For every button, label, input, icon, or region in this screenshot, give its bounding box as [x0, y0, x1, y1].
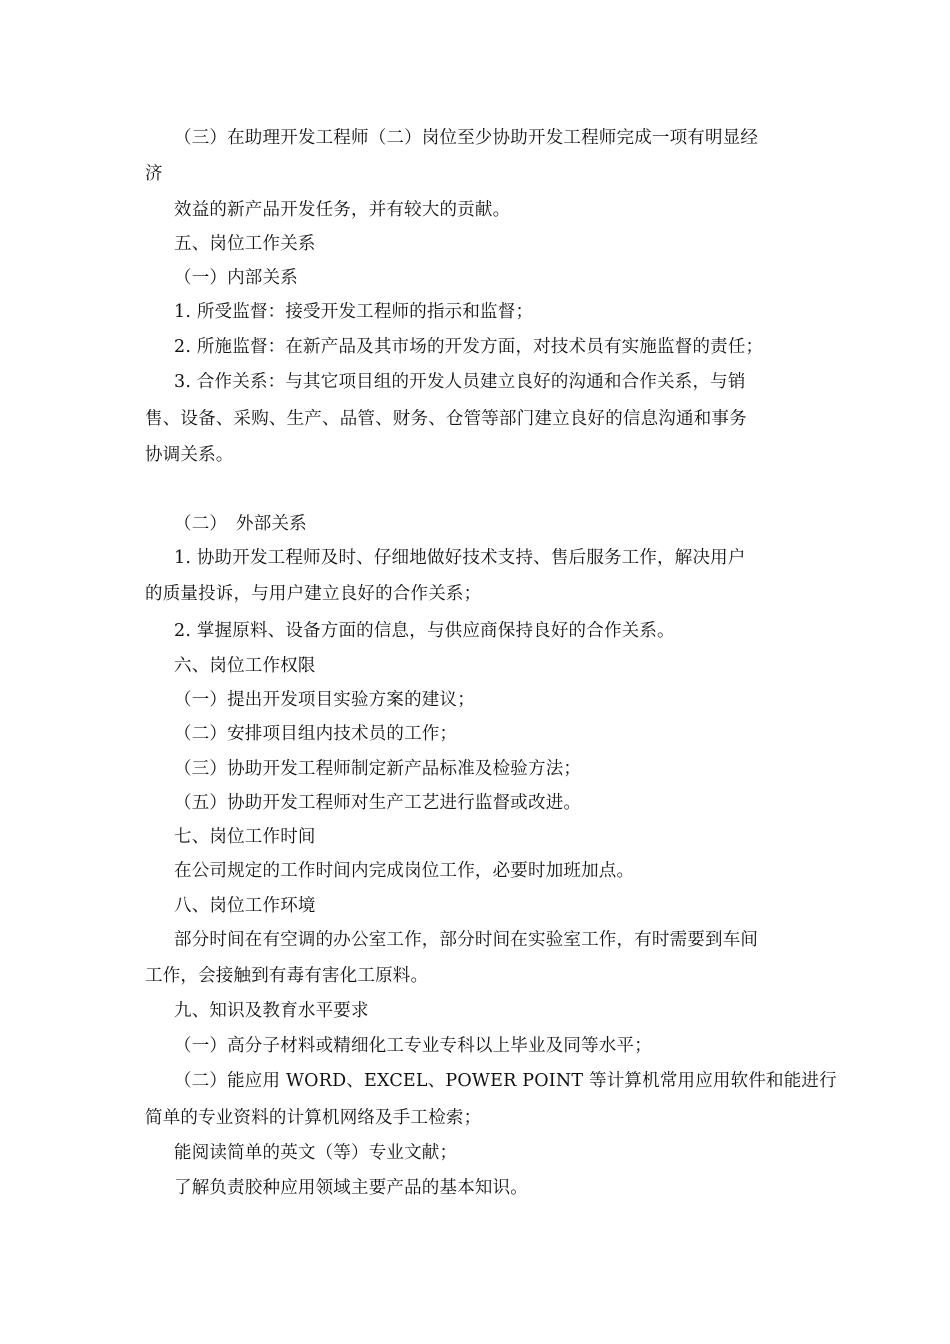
section-heading: 七、岗位工作时间: [174, 827, 316, 847]
paragraph-line: 的质量投诉，与用户建立良好的合作关系；: [145, 584, 482, 604]
list-item: 2. 掌握原料、设备方面的信息，与供应商保持良好的合作关系。: [174, 621, 675, 641]
list-item: 3. 合作关系：与其它项目组的开发人员建立良好的沟通和合作关系，与销: [174, 372, 746, 392]
list-item: 1. 协助开发工程师及时、仔细地做好技术支持、售后服务工作，解决用户: [174, 548, 746, 568]
paragraph-line: 工作，会接触到有毒有害化工原料。: [145, 966, 429, 986]
list-item: 1. 所受监督：接受开发工程师的指示和监督；: [174, 302, 534, 322]
list-item: 2. 所施监督：在新产品及其市场的开发方面，对技术员有实施监督的责任；: [174, 337, 764, 357]
section-heading: 五、岗位工作关系: [174, 234, 316, 254]
list-item: （一）提出开发项目实验方案的建议；: [174, 690, 475, 710]
paragraph-line: 能阅读简单的英文（等）专业文献；: [174, 1143, 458, 1163]
list-item: （二）安排项目组内技术员的工作；: [174, 724, 458, 744]
paragraph-line: （三）在助理开发工程师（二）岗位至少协助开发工程师完成一项有明显经: [174, 128, 759, 148]
list-item: （二）能应用 WORD、EXCEL、POWER POINT 等计算机常用应用软件和能进行: [174, 1071, 837, 1091]
paragraph-line: 在公司规定的工作时间内完成岗位工作，必要时加班加点。: [174, 861, 635, 881]
list-item: （三）协助开发工程师制定新产品标准及检验方法；: [174, 759, 582, 779]
subsection-heading: （一）内部关系: [174, 268, 298, 288]
paragraph-line: 效益的新产品开发任务，并有较大的贡献。: [174, 200, 511, 220]
list-item: （一）高分子材料或精细化工专业专科以上毕业及同等水平；: [174, 1036, 652, 1056]
section-heading: 八、岗位工作环境: [174, 896, 316, 916]
subsection-heading: （二） 外部关系: [174, 514, 307, 534]
paragraph-line: 了解负责胶种应用领域主要产品的基本知识。: [174, 1178, 528, 1198]
paragraph-line: 售、设备、采购、生产、品管、财务、仓管等部门建立良好的信息沟通和事务: [145, 409, 747, 429]
list-item: （五）协助开发工程师对生产工艺进行监督或改进。: [174, 793, 582, 813]
section-heading: 六、岗位工作权限: [174, 656, 316, 676]
paragraph-line: 济: [145, 164, 163, 184]
section-heading: 九、知识及教育水平要求: [174, 1001, 369, 1021]
paragraph-line: 部分时间在有空调的办公室工作，部分时间在实验室工作，有时需要到车间: [174, 930, 759, 950]
paragraph-line: 协调关系。: [145, 445, 234, 465]
paragraph-line: 简单的专业资料的计算机网络及手工检索；: [145, 1108, 482, 1128]
